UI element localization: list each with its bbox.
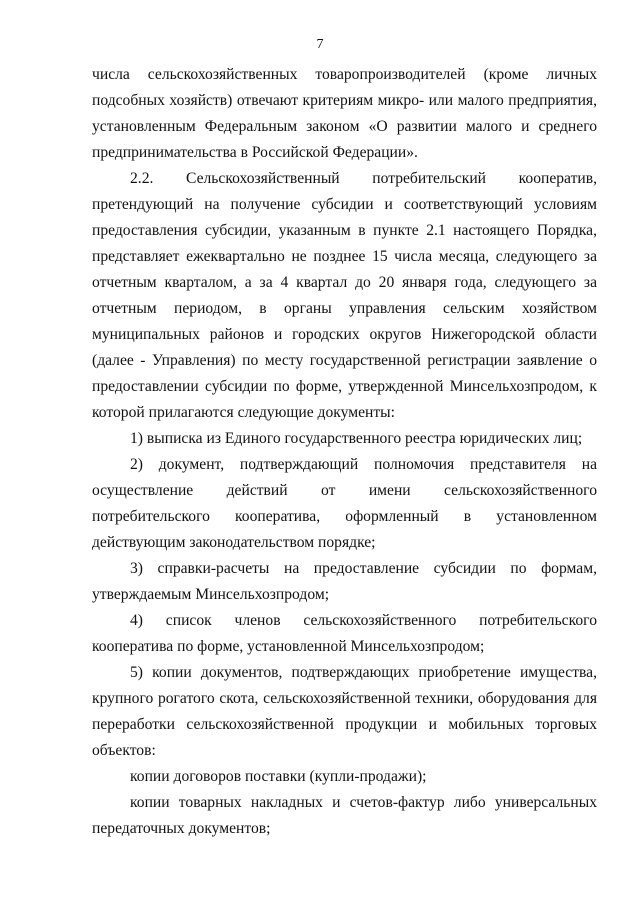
list-item-4: 4) список членов сельскохозяйственного потребительского кооператива по форме, установленной Минсельхозпродом;	[92, 612, 597, 655]
document-body	[92, 62, 597, 842]
list-item-1: 1) выписка из Единого государственного реестра юридических лиц;	[130, 430, 583, 447]
paragraph-2-2: 2.2. Сельскохозяйственный потребительский кооператив, претендующий на получение субсидии и соответствующий условиям предоставления субсидии, указанным в пункте 2.1 настоящего Порядка, представляет ежеквартально не позднее 15 числа месяца, следующего за отчетным кварталом, а за 4 квартал до 20 января года, следующего за отчетным периодом, в органы управления сельским хозяйством муниципальных районов и городских округов Нижегородской области (далее - Управления) по месту государственной регистрации заявление о предоставлении субсидии по форме, утвержденной Минсельхозпродом, к которой прилагаются следующие документы:	[92, 170, 597, 421]
list-item-2: 2) документ, подтверждающий полномочия представителя на осуществление действий от имени сельскохозяйственного потребительского кооператива, оформленный в установленном действующим законодательством порядке;	[92, 456, 597, 551]
page-number: 7	[316, 37, 324, 52]
list-subitem-contracts: копии договоров поставки (купли-продажи);	[130, 768, 427, 785]
paragraph-criteria-continuation: числа сельскохозяйственных товаропроизводителей (кроме личных подсобных хозяйств) отвечают критериям микро- или малого предприятия, установленным Федеральным законом «О развитии малого и среднего предпринимательства в Российской Федерации».	[92, 66, 597, 161]
list-item-5: 5) копии документов, подтверждающих приобретение имущества, крупного рогатого скота, сельскохозяйственной техники, оборудования для переработки сельскохозяйственной продукции и мобильных торговых объектов:	[92, 664, 597, 759]
list-subitem-invoices: копии товарных накладных и счетов-фактур либо универсальных передаточных документов;	[92, 794, 597, 837]
list-item-3: 3) справки-расчеты на предоставление субсидии по формам, утверждаемым Минсельхозпродом;	[92, 560, 597, 603]
